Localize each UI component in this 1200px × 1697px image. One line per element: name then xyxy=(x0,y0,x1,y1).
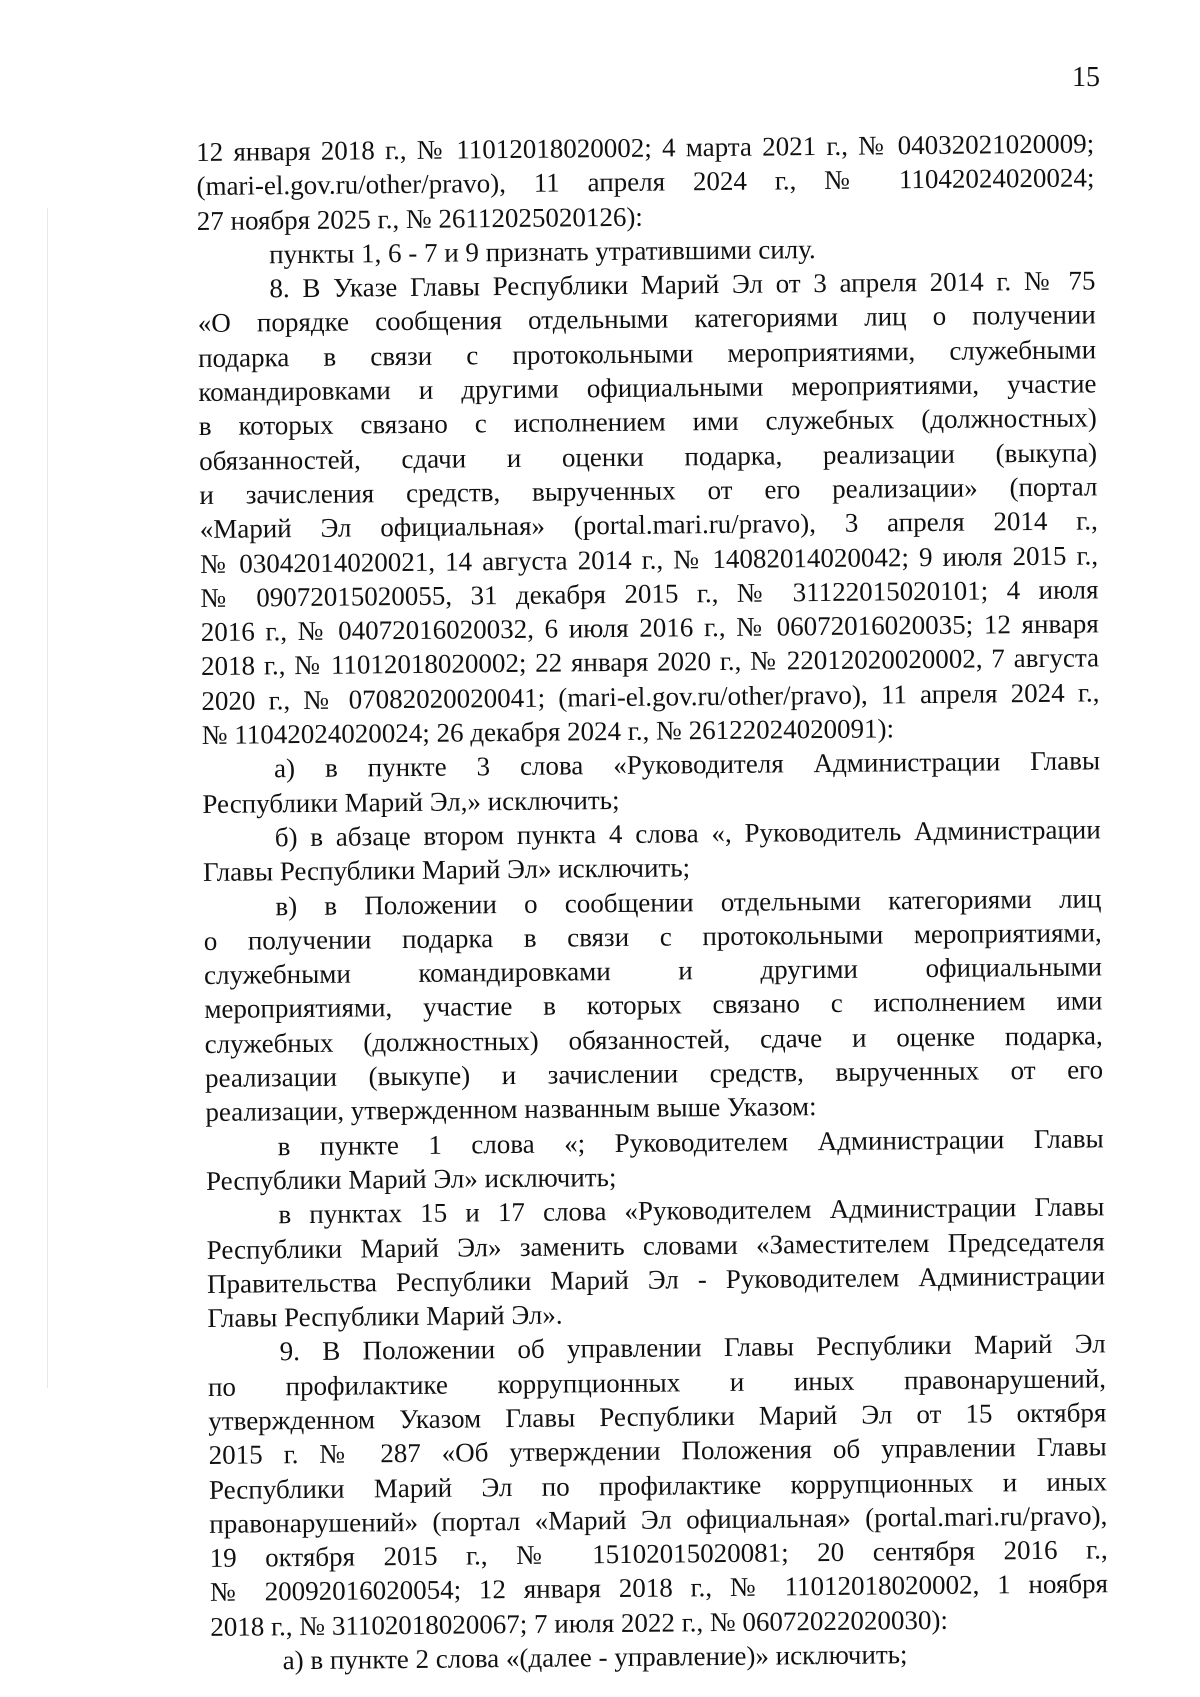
text-line: правонарушений» (портал «Марий Эл официальная» (portal.mari.ru/pravo), xyxy=(209,1500,1108,1539)
text-line: мероприятиями, участие в которых связано с исполнением ими xyxy=(204,985,1103,1025)
text-line: 2018 г., № 11012018020002; 22 января 2020 г., № 22012020020002, 7 августа xyxy=(200,642,1100,682)
text-line: в которых связано с исполнением ими служебных (должностных) xyxy=(198,402,1097,442)
text-line: и зачисления средств, вырученных от его реализации» (портал xyxy=(199,471,1098,510)
text-line: в пунктах 15 и 17 слова «Руководителем Администрации Главы xyxy=(278,1191,1105,1230)
text-line: 2016 г., № 04072016020032, 6 июля 2016 г., № 06072016020035; 12 января xyxy=(200,608,1099,648)
text-line: № 09072015020055, 31 декабря 2015 г., № 31122015020101; 4 июля xyxy=(200,574,1099,613)
text-line: «Марий Эл официальная» (portal.mari.ru/pravo), 3 апреля 2014 г., xyxy=(199,505,1098,545)
text-line: № 20092016020054; 12 января 2018 г., № 11012018020002, 1 ноября xyxy=(209,1568,1109,1608)
text-line: подарка в связи с протокольными мероприятиями, служебными xyxy=(197,334,1097,373)
text-line: а) в пункте 2 слова «(далее - управление)» исключить; xyxy=(282,1639,908,1676)
text-line: 12 января 2018 г., № 11012018020002; 4 марта 2021 г., № 04032021020009; xyxy=(196,128,1095,167)
text-line: Республики Марий Эл по профилактике коррупционных и иных xyxy=(208,1465,1108,1505)
text-line: обязанностей, сдачи и оценки подарка, реализации (выкупа) xyxy=(198,437,1098,476)
text-line: Правительства Республики Марий Эл - Руководителем Администрации xyxy=(206,1260,1106,1299)
text-line: утвержденном Указом Главы Республики Марий Эл от 15 октября xyxy=(208,1397,1107,1436)
text-line: 27 ноября 2025 г., № 26112025020126): xyxy=(196,201,643,236)
text-line: служебных (должностных) обязанностей, сдаче и оценке подарка, xyxy=(204,1020,1103,1059)
text-line: реализации (выкупе) и зачислении средств, вырученных от его xyxy=(204,1054,1104,1093)
text-line: а) в пункте 3 слова «Руководителя Администрации Главы xyxy=(273,745,1101,784)
text-line: Республики Марий Эл,» исключить; xyxy=(202,784,620,819)
text-line: в) в Положении о сообщении отдельными категориями лиц xyxy=(275,882,1102,921)
text-line: б) в абзаце втором пункта 4 слова «, Руководитель Администрации xyxy=(274,814,1101,853)
text-line: 2020 г., № 07082020020041; (mari-el.gov.ru/other/pravo), 11 апреля 2024 г., xyxy=(201,677,1100,716)
text-line: «О порядке сообщения отдельными категориями лиц о получении xyxy=(197,299,1096,339)
scan-margin-mark xyxy=(47,208,48,1388)
text-line: № 03042014020021, 14 августа 2014 г., № 14082014020042; 9 июля 2015 г., xyxy=(199,539,1099,579)
text-line: 9. В Положении об управлении Главы Республики Марий Эл xyxy=(279,1328,1106,1367)
text-line: Главы Республики Марий Эл». xyxy=(207,1299,563,1334)
text-line: реализации, утвержденном названным выше Указом: xyxy=(205,1091,817,1128)
text-line: Главы Республики Марий Эл» исключить; xyxy=(202,852,691,888)
text-line: 19 октября 2015 г., № 15102015020081; 20 сентября 2016 г., xyxy=(209,1534,1108,1574)
text-line: командировками и другими официальными мероприятиями, участие xyxy=(198,368,1097,408)
text-line: 2018 г., № 31102018020067; 7 июля 2022 г., № 06072022020030): xyxy=(210,1604,949,1642)
page-number: 15 xyxy=(1072,62,1100,93)
text-line: в пункте 1 слова «; Руководителем Администрации Главы xyxy=(277,1122,1104,1161)
text-line: служебными командировками и другими официальными xyxy=(203,951,1103,991)
text-line: 8. В Указе Главы Республики Марий Эл от 3 апреля 2014 г. № 75 xyxy=(269,265,1096,304)
text-line: о получении подарка в связи с протокольными мероприятиями, xyxy=(203,917,1102,956)
text-line: Республики Марий Эл» заменить словами «Заместителем Председателя xyxy=(206,1225,1105,1265)
text-line: пункты 1, 6 - 7 и 9 признать утратившими силу. xyxy=(269,233,816,270)
text-line: № 11042024020024; 26 декабря 2024 г., № 26122024020091): xyxy=(201,713,895,751)
text-line: Республики Марий Эл» исключить; xyxy=(205,1161,617,1196)
text-line: по профилактике коррупционных и иных правонарушений, xyxy=(207,1363,1107,1402)
document-body xyxy=(196,126,1109,1678)
text-line: 2015 г. № 287 «Об утверждении Положения об управлении Главы xyxy=(208,1431,1107,1471)
text-line: (mari-el.gov.ru/other/pravo), 11 апреля 2024 г., № 11042024020024; xyxy=(196,162,1095,202)
